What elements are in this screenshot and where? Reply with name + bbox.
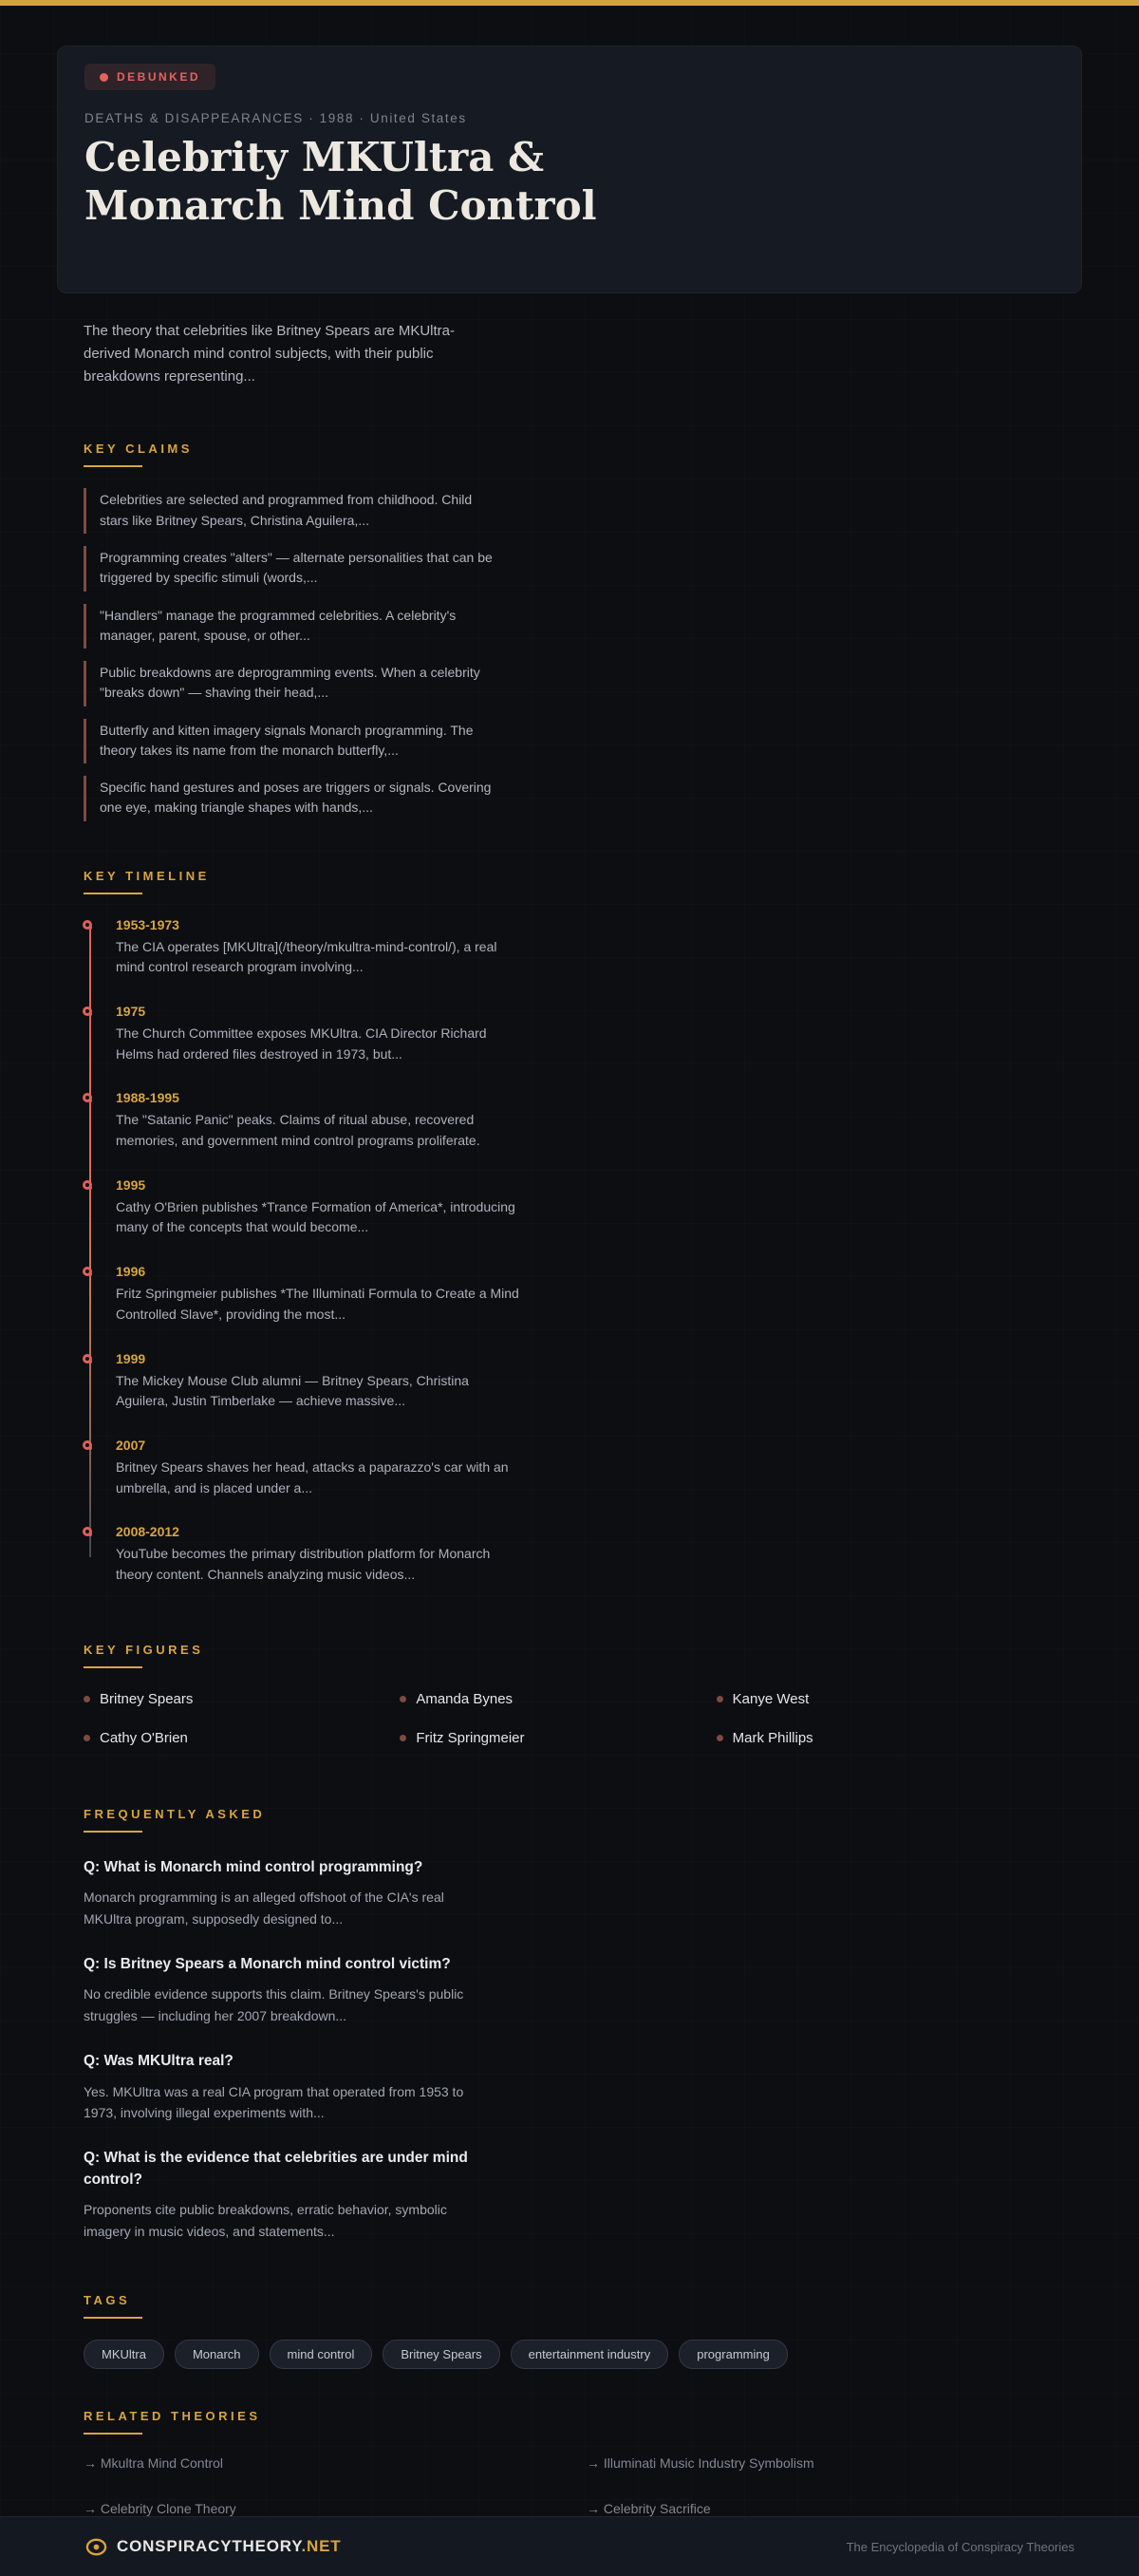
timeline-year: 1999 [116,1350,146,1366]
figure-name: Amanda Bynes [416,1690,513,1707]
faq-item [84,2051,1035,2123]
faq-list [84,1857,1035,2242]
claim-item: Specific hand gestures and poses are triggers or signals. Covering one eye, making triangle shapes with hands,... [84,776,494,821]
faq-answer: Monarch programming is an alleged offshoot of the CIA's real MKUltra program, supposedly designed to... [84,1890,444,1927]
related-theories-grid [84,2455,1035,2516]
bullet-icon [84,1696,90,1702]
tags-heading: TAGS [84,2293,1035,2319]
status-badge-label: DEBUNKED [117,70,201,84]
faq-question: Q: What is Monarch mind control programming? [84,1858,423,1875]
key-timeline-heading: KEY TIMELINE [84,869,1035,894]
timeline-item [116,1524,1035,1585]
eye-icon [85,2536,107,2558]
figure-item [400,1730,716,1746]
section-key-figures [84,1643,1035,1746]
faq-answer: Yes. MKUltra was a real CIA program that operated from 1953 to 1973, involving illegal experiments with... [84,2083,464,2121]
faq-item [84,1954,1035,2026]
status-dot-icon [100,73,108,82]
claim-item: Programming creates "alters" — alternate personalities that can be triggered by specific stimuli (words,... [84,546,494,592]
faq-answer: Proponents cite public breakdowns, erratic behavior, symbolic imagery in music videos, and statements... [84,2202,447,2239]
timeline-node-icon [83,1527,92,1536]
figure-item [84,1691,400,1707]
status-badge [84,64,215,90]
bullet-icon [400,1696,406,1702]
faq-answer: No credible evidence supports this claim. Britney Spears's public struggles — including her 2007 breakdown... [84,1986,464,2023]
bullet-icon [400,1735,406,1741]
timeline-node-icon [83,1267,92,1276]
bullet-icon [717,1696,723,1702]
section-related-theories [84,2409,1035,2516]
timeline-item [116,1177,1035,1238]
timeline-description: YouTube becomes the primary distribution platform for Monarch theory content. Channels analyzing music videos... [116,1546,491,1582]
tag-pill[interactable]: Monarch [175,2340,259,2369]
timeline [84,917,1035,1586]
faq-question: Q: Was MKUltra real? [84,2053,233,2070]
bullet-icon [717,1735,723,1741]
brand-name [117,2537,341,2556]
faq-question: Q: Is Britney Spears a Monarch mind control victim? [84,1955,451,1972]
theory-header-card [57,46,1082,293]
timeline-year: 2007 [116,1437,146,1453]
timeline-year: 1975 [116,1004,146,1020]
figure-item [717,1691,1033,1707]
page-title: Celebrity MKUltra & Monarch Mind Control [84,134,597,230]
key-figures-grid [84,1691,1033,1746]
timeline-description: The Church Committee exposes MKUltra. CIA Director Richard Helms had ordered files destroyed in 1973, but... [116,1025,487,1062]
figure-name: Britney Spears [100,1690,194,1707]
timeline-node-icon [83,1093,92,1102]
faq-item [84,1857,1035,1929]
timeline-item [116,1264,1035,1325]
tag-pill[interactable]: entertainment industry [511,2340,669,2369]
timeline-year: 2008-2012 [116,1524,179,1540]
section-key-timeline [84,869,1035,1586]
timeline-item [116,917,1035,978]
brand-main: CONSPIRACYTHEORY [117,2537,302,2556]
figure-name: Mark Phillips [732,1729,813,1746]
brand-tld: .NET [301,2537,342,2556]
timeline-node-icon [83,1180,92,1190]
key-claims-list [84,488,1035,820]
figure-name: Cathy O'Brien [100,1729,188,1746]
figure-item [400,1691,716,1707]
timeline-description: Cathy O'Brien publishes *Trance Formation of America*, introducing many of the concepts that would become... [116,1198,515,1235]
timeline-year: 1988-1995 [116,1090,179,1106]
figure-item [84,1730,400,1746]
theory-summary: The theory that celebrities like Britney Spears are MKUltra-derived Monarch mind control subjects, with their public breakdowns representing... [84,323,455,385]
tag-pill[interactable]: programming [679,2340,788,2369]
tag-pill[interactable]: Britney Spears [383,2340,499,2369]
timeline-description: Britney Spears shaves her head, attacks a paparazzo's car with an umbrella, and is placed under a... [116,1458,509,1495]
section-faq [84,1807,1035,2242]
related-theory-link[interactable]: → Celebrity Clone Theory [84,2501,236,2517]
timeline-node-icon [83,1354,92,1363]
breadcrumb: DEATHS & DISAPPEARANCES · 1988 · United States [84,111,467,125]
timeline-description: The Mickey Mouse Club alumni — Britney Spears, Christina Aguilera, Justin Timberlake — achieve massive... [116,1372,469,1409]
key-figures-heading: KEY FIGURES [84,1643,1035,1668]
claim-item: Public breakdowns are deprogramming events. When a celebrity "breaks down" — shaving their head,... [84,661,494,706]
timeline-item [116,1438,1035,1498]
timeline-item [116,1351,1035,1412]
timeline-item [116,1090,1035,1151]
timeline-year: 1996 [116,1264,146,1280]
claim-item: "Handlers" manage the programmed celebrities. A celebrity's manager, parent, spouse, or other... [84,604,494,649]
tag-pill[interactable]: MKUltra [84,2340,164,2369]
related-theory-link[interactable]: → Illuminati Music Industry Symbolism [587,2455,814,2472]
timeline-year: 1995 [116,1176,146,1193]
timeline-item [116,1004,1035,1064]
timeline-description: The CIA operates [MKUltra](/theory/mkultra-mind-control/), a real mind control research program involving... [116,938,497,975]
related-theory-link[interactable]: → Mkultra Mind Control [84,2455,224,2472]
footer-tagline: The Encyclopedia of Conspiracy Theories [846,2539,1074,2554]
timeline-description: Fritz Springmeier publishes *The Illuminati Formula to Create a Mind Controlled Slave*, providing the most... [116,1286,519,1322]
claim-item: Butterfly and kitten imagery signals Monarch programming. The theory takes its name from the monarch butterfly,... [84,719,494,764]
key-claims-heading: KEY CLAIMS [84,442,1035,467]
figure-name: Fritz Springmeier [416,1729,525,1746]
timeline-year: 1953-1973 [116,916,179,932]
tags-row [84,2340,1035,2369]
claim-item: Celebrities are selected and programmed from childhood. Child stars like Britney Spears, Christina Aguilera,... [84,488,494,534]
figure-item [717,1730,1033,1746]
timeline-node-icon [83,920,92,930]
top-accent-bar [0,0,1139,6]
faq-heading: FREQUENTLY ASKED [84,1807,1035,1833]
section-key-claims [84,442,1035,820]
related-theories-heading: RELATED THEORIES [84,2409,1035,2435]
related-theory-link[interactable]: → Celebrity Sacrifice [587,2501,711,2517]
figure-name: Kanye West [732,1690,810,1707]
theory-page-content [0,293,1139,2516]
timeline-node-icon [83,1440,92,1450]
faq-item [84,2148,1035,2242]
faq-question: Q: What is the evidence that celebrities are under mind control? [84,2150,468,2188]
bullet-icon [84,1735,90,1741]
section-tags [84,2293,1035,2369]
tag-pill[interactable]: mind control [270,2340,373,2369]
site-footer [0,2516,1139,2576]
timeline-description: The "Satanic Panic" peaks. Claims of ritual abuse, recovered memories, and government mind control programs proliferate. [116,1112,480,1149]
timeline-node-icon [83,1006,92,1016]
site-logo[interactable] [85,2536,341,2558]
